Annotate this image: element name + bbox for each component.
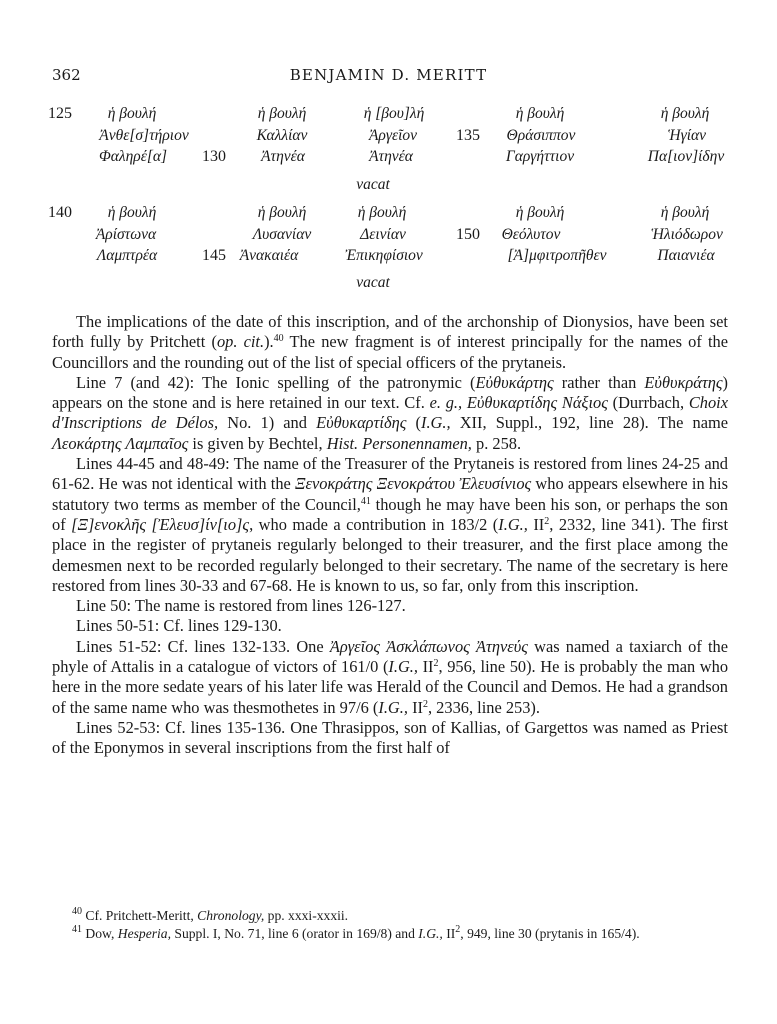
inscription-word: ἡ [βου]λή: [363, 105, 425, 122]
footnote-ref: 41: [360, 495, 371, 507]
line-number: 150: [456, 226, 480, 243]
paragraph: [52, 454, 728, 596]
text-run: No. 1) and: [218, 413, 317, 433]
footnote-number: 41: [72, 924, 82, 935]
line-number: 145: [202, 247, 226, 264]
footnote-41: [52, 925, 728, 943]
vacat: vacat: [356, 176, 390, 193]
greek-word: Λεοκάρτης Λαμπαῖος: [52, 433, 189, 453]
italic-citation: I.G.,: [378, 697, 408, 717]
paragraph: Lines 52-53: Cf. lines 135-136. One Thrasippos, son of Kallias, of Gargettos was named as Priest of the Eponymos in several inscriptions from the first half of: [52, 717, 728, 758]
greek-word: [Ξ]ενοκλῆς [Ἐλευσ]ίν[ιο]ς: [71, 514, 250, 534]
italic-citation: Hist. Personennamen,: [326, 433, 472, 453]
inscription-word: Λυσανίαν: [252, 226, 312, 243]
greek-word: Ἀργεῖος Ἀσκλάπωνος Ἀτηνεύς: [329, 636, 528, 656]
superscript: 2: [455, 924, 461, 935]
inscription-word: Παιανιέα: [657, 247, 715, 264]
footnote-40: [52, 907, 728, 925]
italic-citation: Chronology,: [197, 908, 265, 923]
inscription-word: ἡ βουλή: [660, 204, 710, 221]
text-run: rather than: [553, 372, 645, 392]
greek-word: Εὐθυκάρτης: [475, 372, 554, 392]
text-run: XII, Suppl., 192, line 28). The name: [450, 413, 729, 433]
text-run: , 949, line 30 (prytanis in 165/4).: [460, 926, 640, 941]
line-number: 125: [48, 105, 72, 122]
italic-citation: I.G.,: [418, 926, 443, 941]
inscription-word: Θεόλυτον: [501, 226, 561, 243]
text-run: (: [406, 413, 421, 433]
inscription-word: Ἀνακαιέα: [239, 247, 299, 264]
footnote-ref: 40: [273, 333, 284, 345]
line-number: 135: [456, 127, 480, 144]
greek-word: Εὐθυκαρτίδης Νάξιος: [466, 393, 608, 413]
superscript: 2: [433, 658, 439, 670]
text-run: Lines 51-52: Cf. lines 132-133. One: [76, 636, 330, 656]
running-head-author: BENJAMIN D. MERITT: [289, 66, 488, 84]
text-run: Cf. Pritchett-Meritt,: [82, 908, 198, 923]
inscription-word: Ἀρίστωνα: [95, 226, 157, 243]
inscription-word: Δεινίαν: [360, 226, 406, 243]
page-number: 362: [52, 66, 81, 84]
text-run: II: [442, 926, 456, 941]
text-run: p. 258.: [471, 433, 522, 453]
text-run: Line 7 (and 42): The Ionic spelling of the patronymic (: [76, 372, 476, 392]
inscription-word: Φαληρέ[α]: [98, 148, 168, 165]
greek-word: Ξενοκράτης Ξενοκράτου Ἐλευσίνιος: [295, 474, 532, 494]
text-run: ).: [264, 332, 274, 352]
text-run: though he may have been his son, or perhaps the son of: [52, 494, 728, 534]
italic-citation: I.G.,: [388, 657, 418, 677]
inscription-word: [Ἀ]μφιτροπῆθεν: [507, 247, 607, 264]
inscription-word: ἡ βουλή: [515, 204, 565, 221]
text-run: , 956, line 50). He is probably the man who here in the more sedate years of his later life was Herald of the Council and Demos. He had a grandson of the same name who was thesmothetes in 97/6 (: [52, 657, 729, 717]
text-run: The new fragment is of interest principally for the names of the Councillors and the rounding out of the list of special officers of the prytaneis.: [52, 332, 728, 372]
italic-citation: I.G.,: [420, 413, 451, 433]
text-run: II: [407, 697, 423, 717]
inscription-word: ἡ βουλή: [257, 204, 307, 221]
inscription-word: Λαμπτρέα: [96, 247, 158, 264]
text-run: Dow,: [82, 926, 118, 941]
text-run: , who made a contribution in 183/2 (: [249, 514, 499, 534]
inscription-word: ἡ βουλή: [257, 105, 307, 122]
italic-citation: I.G.,: [498, 514, 528, 534]
line-number: 140: [48, 204, 72, 221]
text-run: II: [527, 514, 545, 534]
text-run: , 2336, line 253).: [427, 697, 540, 717]
text-run: (Durrbach,: [607, 393, 689, 413]
text-run: , 2332, line 341). The first place in the register of prytaneis regularly belonged to their treasurer, and the first place among the demesmen next to be recorded regularly belonged to their secretary. The name of the secretary is here restored from lines 30-33 and 67-68. He is known to us, so far, only from this inscription.: [52, 514, 728, 595]
text-run: who appears elsewhere in his statutory two terms as member of the Council,: [52, 474, 728, 514]
commentary-body: [52, 312, 728, 759]
text-run: The implications of the date of this inscription, and of the archonship of Dionysios, have been set forth fully by Pritchett (: [52, 312, 728, 352]
inscription-word: Πα[ιον]ίδην: [647, 148, 725, 165]
inscription-word: Καλλίαν: [256, 127, 308, 144]
text-run: ) appears on the stone and is here retained in our text. Cf.: [52, 372, 728, 413]
italic-citation: Choix d'Inscriptions de Délos,: [52, 393, 728, 433]
text-run: pp. xxxi-xxxii.: [264, 908, 349, 923]
superscript: 2: [544, 515, 550, 527]
greek-word: Εὐθυκράτης: [644, 372, 723, 392]
inscription-word: ἡ βουλή: [357, 204, 407, 221]
inscription-word: ἡ βουλή: [107, 204, 157, 221]
text-run: II: [418, 657, 434, 677]
paragraph: [52, 312, 728, 373]
inscription-word: Ἐπικηφίσιον: [345, 247, 423, 264]
inscription-word: Ἡγίαν: [667, 127, 707, 144]
greek-word: Εὐθυκαρτίδης: [316, 413, 407, 433]
inscription-word: ἡ βουλή: [515, 105, 565, 122]
inscription-word: Γαργήττιον: [505, 148, 575, 165]
inscription-word: Ἀτηνέα: [369, 148, 413, 165]
italic-citation: Hesperia,: [117, 926, 171, 941]
line-number: 130: [202, 148, 226, 165]
inscription-word: ἡ βουλή: [660, 105, 710, 122]
superscript: 2: [422, 698, 428, 710]
text-run: was named a taxiarch of the phyle of Attalis in a catalogue of victors of 161/0 (: [52, 636, 728, 677]
vacat: vacat: [356, 274, 390, 291]
inscription-word: Ἀτηνέα: [261, 148, 305, 165]
inscription-word: Ἡλιόδωρον: [651, 226, 723, 243]
text-run: is given by Bechtel,: [188, 433, 327, 453]
inscription-word: Ἀργεῖον: [368, 127, 418, 144]
paragraph: [52, 637, 728, 718]
paragraph: Lines 50-51: Cf. lines 129-130.: [76, 616, 282, 636]
inscription-text: [0, 0, 777, 300]
paragraph: Line 50: The name is restored from lines 126-127.: [76, 596, 406, 616]
inscription-word: ἡ βουλή: [107, 105, 157, 122]
footnote-number: 40: [72, 906, 82, 917]
footnotes: [52, 907, 728, 943]
paragraph: [52, 373, 728, 454]
italic-citation: op. cit.: [216, 332, 265, 352]
inscription-word: Θράσιππον: [506, 127, 576, 144]
italic-text: e. g.,: [429, 393, 463, 413]
text-run: Suppl. I, No. 71, line 6 (orator in 169/8) and: [170, 926, 419, 941]
inscription-word: Ἀνθε[σ]τήριον: [99, 127, 189, 144]
text-run: Lines 44-45 and 48-49: The name of the Treasurer of the Prytaneis is restored from lines 24-25 and 61-62. He was not identical with the: [52, 454, 728, 494]
